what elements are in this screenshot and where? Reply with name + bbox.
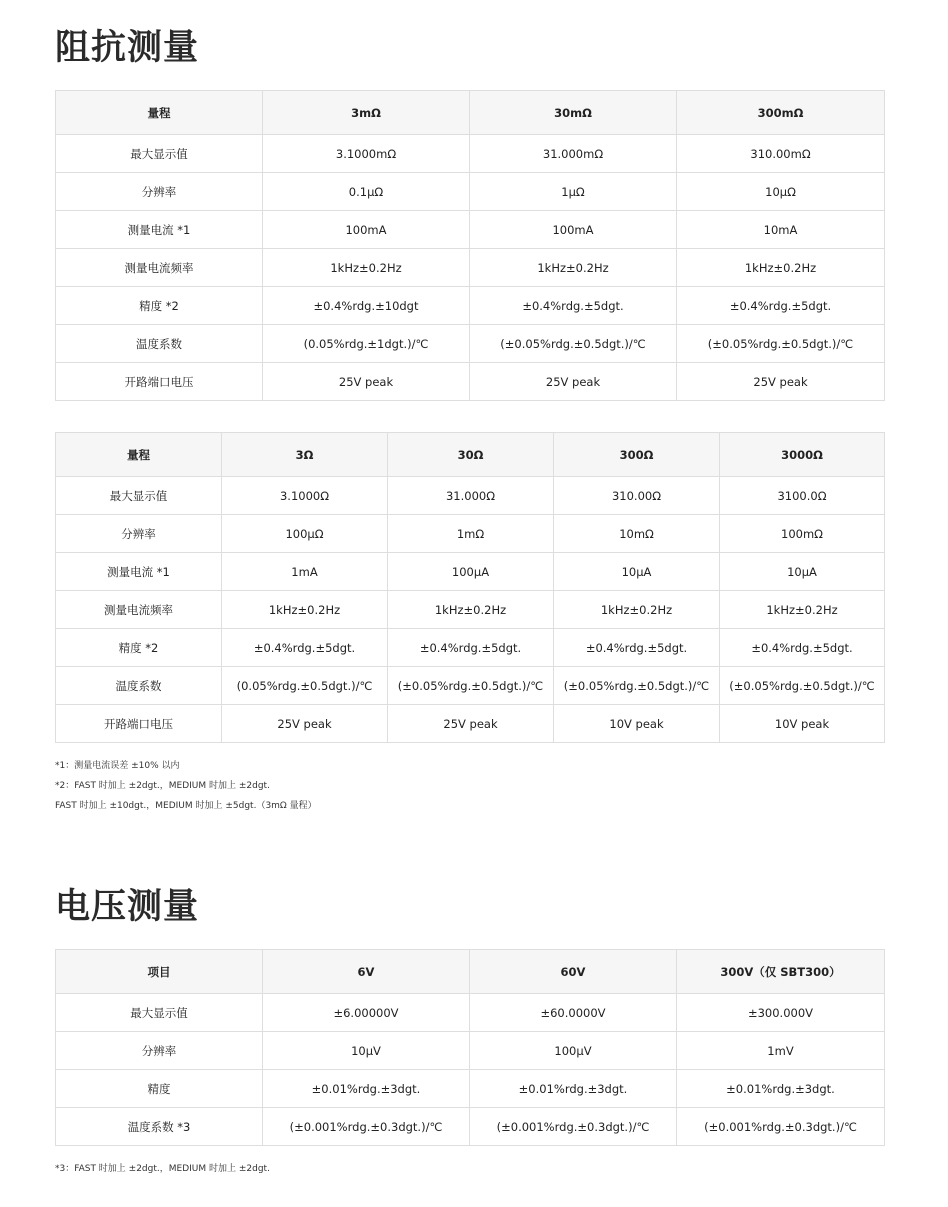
row-label: 分辨率 xyxy=(56,1032,263,1070)
impedance-table-milliohm xyxy=(55,90,885,401)
table-cell: 100mA xyxy=(263,211,470,249)
table-cell: (±0.05%rdg.±0.5dgt.)/℃ xyxy=(677,325,885,363)
row-label: 开路端口电压 xyxy=(56,705,222,743)
table-header-cell: 3000Ω xyxy=(720,433,885,477)
table-cell: 1kHz±0.2Hz xyxy=(677,249,885,287)
table-cell: 310.00Ω xyxy=(554,477,720,515)
table-cell: ±0.4%rdg.±5dgt. xyxy=(470,287,677,325)
table-header-cell: 30mΩ xyxy=(470,91,677,135)
table-header-row xyxy=(56,91,885,135)
table-cell: 10V peak xyxy=(720,705,885,743)
table-header-cell: 30Ω xyxy=(388,433,554,477)
table-row xyxy=(56,1032,885,1070)
table-cell: (±0.05%rdg.±0.5dgt.)/℃ xyxy=(720,667,885,705)
table-cell: 100μΩ xyxy=(222,515,388,553)
table-header-cell: 量程 xyxy=(56,433,222,477)
row-label: 精度 xyxy=(56,1070,263,1108)
table-cell: 3.1000mΩ xyxy=(263,135,470,173)
table-cell: 10mΩ xyxy=(554,515,720,553)
table-header-cell: 300mΩ xyxy=(677,91,885,135)
table-header-cell: 300V（仅 SBT300） xyxy=(677,950,885,994)
table-row xyxy=(56,629,885,667)
table-cell: 10V peak xyxy=(554,705,720,743)
voltage-table xyxy=(55,949,885,1146)
table-cell: 1kHz±0.2Hz xyxy=(554,591,720,629)
impedance-section-title: 阻抗测量 xyxy=(55,28,200,68)
table-row xyxy=(56,135,885,173)
row-label: 温度系数 xyxy=(56,667,222,705)
table-cell: ±300.000V xyxy=(677,994,885,1032)
table-cell: 1μΩ xyxy=(470,173,677,211)
row-label: 开路端口电压 xyxy=(56,363,263,401)
table-row xyxy=(56,1070,885,1108)
footnote: *3：FAST 时加上 ±2dgt.，MEDIUM 时加上 ±2dgt. xyxy=(55,1164,270,1174)
table-header-row xyxy=(56,433,885,477)
table-row xyxy=(56,211,885,249)
row-label: 分辨率 xyxy=(56,515,222,553)
table-row xyxy=(56,705,885,743)
table-cell: 10μV xyxy=(263,1032,470,1070)
table-header-cell: 60V xyxy=(470,950,677,994)
table-header-cell: 项目 xyxy=(56,950,263,994)
table-row xyxy=(56,994,885,1032)
table-cell: (±0.001%rdg.±0.3dgt.)/℃ xyxy=(677,1108,885,1146)
table-row xyxy=(56,667,885,705)
table-cell: 10mA xyxy=(677,211,885,249)
table-cell: 1mA xyxy=(222,553,388,591)
table-cell: 10μA xyxy=(554,553,720,591)
row-label: 温度系数 xyxy=(56,325,263,363)
footnote: *2：FAST 时加上 ±2dgt.，MEDIUM 时加上 ±2dgt. xyxy=(55,781,270,791)
row-label: 测量电流频率 xyxy=(56,249,263,287)
table-cell: ±0.4%rdg.±5dgt. xyxy=(554,629,720,667)
table-cell: 25V peak xyxy=(263,363,470,401)
table-row xyxy=(56,477,885,515)
table-cell: (±0.05%rdg.±0.5dgt.)/℃ xyxy=(388,667,554,705)
table-cell: (±0.001%rdg.±0.3dgt.)/℃ xyxy=(263,1108,470,1146)
table-row xyxy=(56,173,885,211)
footnote: FAST 时加上 ±10dgt.，MEDIUM 时加上 ±5dgt.（3mΩ 量程） xyxy=(55,801,317,811)
table-cell: 100μA xyxy=(388,553,554,591)
row-label: 精度 *2 xyxy=(56,287,263,325)
table-cell: 100mΩ xyxy=(720,515,885,553)
row-label: 最大显示值 xyxy=(56,477,222,515)
table-cell: 25V peak xyxy=(222,705,388,743)
table-cell: (±0.05%rdg.±0.5dgt.)/℃ xyxy=(554,667,720,705)
row-label: 精度 *2 xyxy=(56,629,222,667)
row-label: 最大显示值 xyxy=(56,994,263,1032)
row-label: 温度系数 *3 xyxy=(56,1108,263,1146)
table-row xyxy=(56,249,885,287)
table-row xyxy=(56,363,885,401)
table-row xyxy=(56,1108,885,1146)
impedance-table-ohm xyxy=(55,432,885,743)
table-cell: 0.1μΩ xyxy=(263,173,470,211)
table-cell: (0.05%rdg.±0.5dgt.)/℃ xyxy=(222,667,388,705)
table-cell: ±0.4%rdg.±5dgt. xyxy=(677,287,885,325)
table-row xyxy=(56,287,885,325)
table-cell: 10μA xyxy=(720,553,885,591)
table-cell: ±0.01%rdg.±3dgt. xyxy=(677,1070,885,1108)
table-cell: ±60.0000V xyxy=(470,994,677,1032)
table-cell: 1mΩ xyxy=(388,515,554,553)
table-cell: 100mA xyxy=(470,211,677,249)
table-cell: 31.000mΩ xyxy=(470,135,677,173)
row-label: 测量电流频率 xyxy=(56,591,222,629)
table-cell: 1mV xyxy=(677,1032,885,1070)
table-cell: 310.00mΩ xyxy=(677,135,885,173)
row-label: 分辨率 xyxy=(56,173,263,211)
table-cell: ±0.4%rdg.±5dgt. xyxy=(388,629,554,667)
table-cell: 3.1000Ω xyxy=(222,477,388,515)
table-cell: 1kHz±0.2Hz xyxy=(720,591,885,629)
table-cell: 25V peak xyxy=(677,363,885,401)
table-row xyxy=(56,515,885,553)
table-cell: 3100.0Ω xyxy=(720,477,885,515)
table-cell: ±0.01%rdg.±3dgt. xyxy=(263,1070,470,1108)
table-header-cell: 3mΩ xyxy=(263,91,470,135)
table-cell: 10μΩ xyxy=(677,173,885,211)
table-cell: 1kHz±0.2Hz xyxy=(388,591,554,629)
table-cell: (±0.05%rdg.±0.5dgt.)/℃ xyxy=(470,325,677,363)
table-cell: ±6.00000V xyxy=(263,994,470,1032)
table-header-row xyxy=(56,950,885,994)
table-cell: 1kHz±0.2Hz xyxy=(222,591,388,629)
table-row xyxy=(56,591,885,629)
table-header-cell: 300Ω xyxy=(554,433,720,477)
row-label: 测量电流 *1 xyxy=(56,211,263,249)
row-label: 测量电流 *1 xyxy=(56,553,222,591)
table-cell: ±0.4%rdg.±10dgt xyxy=(263,287,470,325)
table-header-cell: 6V xyxy=(263,950,470,994)
table-cell: (0.05%rdg.±1dgt.)/℃ xyxy=(263,325,470,363)
row-label: 最大显示值 xyxy=(56,135,263,173)
table-row xyxy=(56,325,885,363)
footnote: *1：测量电流误差 ±10% 以内 xyxy=(55,761,180,771)
table-cell: ±0.4%rdg.±5dgt. xyxy=(720,629,885,667)
table-cell: 25V peak xyxy=(388,705,554,743)
table-cell: 25V peak xyxy=(470,363,677,401)
table-header-cell: 量程 xyxy=(56,91,263,135)
table-header-cell: 3Ω xyxy=(222,433,388,477)
table-cell: 100μV xyxy=(470,1032,677,1070)
table-cell: 1kHz±0.2Hz xyxy=(263,249,470,287)
table-cell: 31.000Ω xyxy=(388,477,554,515)
table-cell: 1kHz±0.2Hz xyxy=(470,249,677,287)
table-cell: ±0.4%rdg.±5dgt. xyxy=(222,629,388,667)
table-row xyxy=(56,553,885,591)
voltage-section-title: 电压测量 xyxy=(55,887,200,927)
table-cell: ±0.01%rdg.±3dgt. xyxy=(470,1070,677,1108)
table-cell: (±0.001%rdg.±0.3dgt.)/℃ xyxy=(470,1108,677,1146)
